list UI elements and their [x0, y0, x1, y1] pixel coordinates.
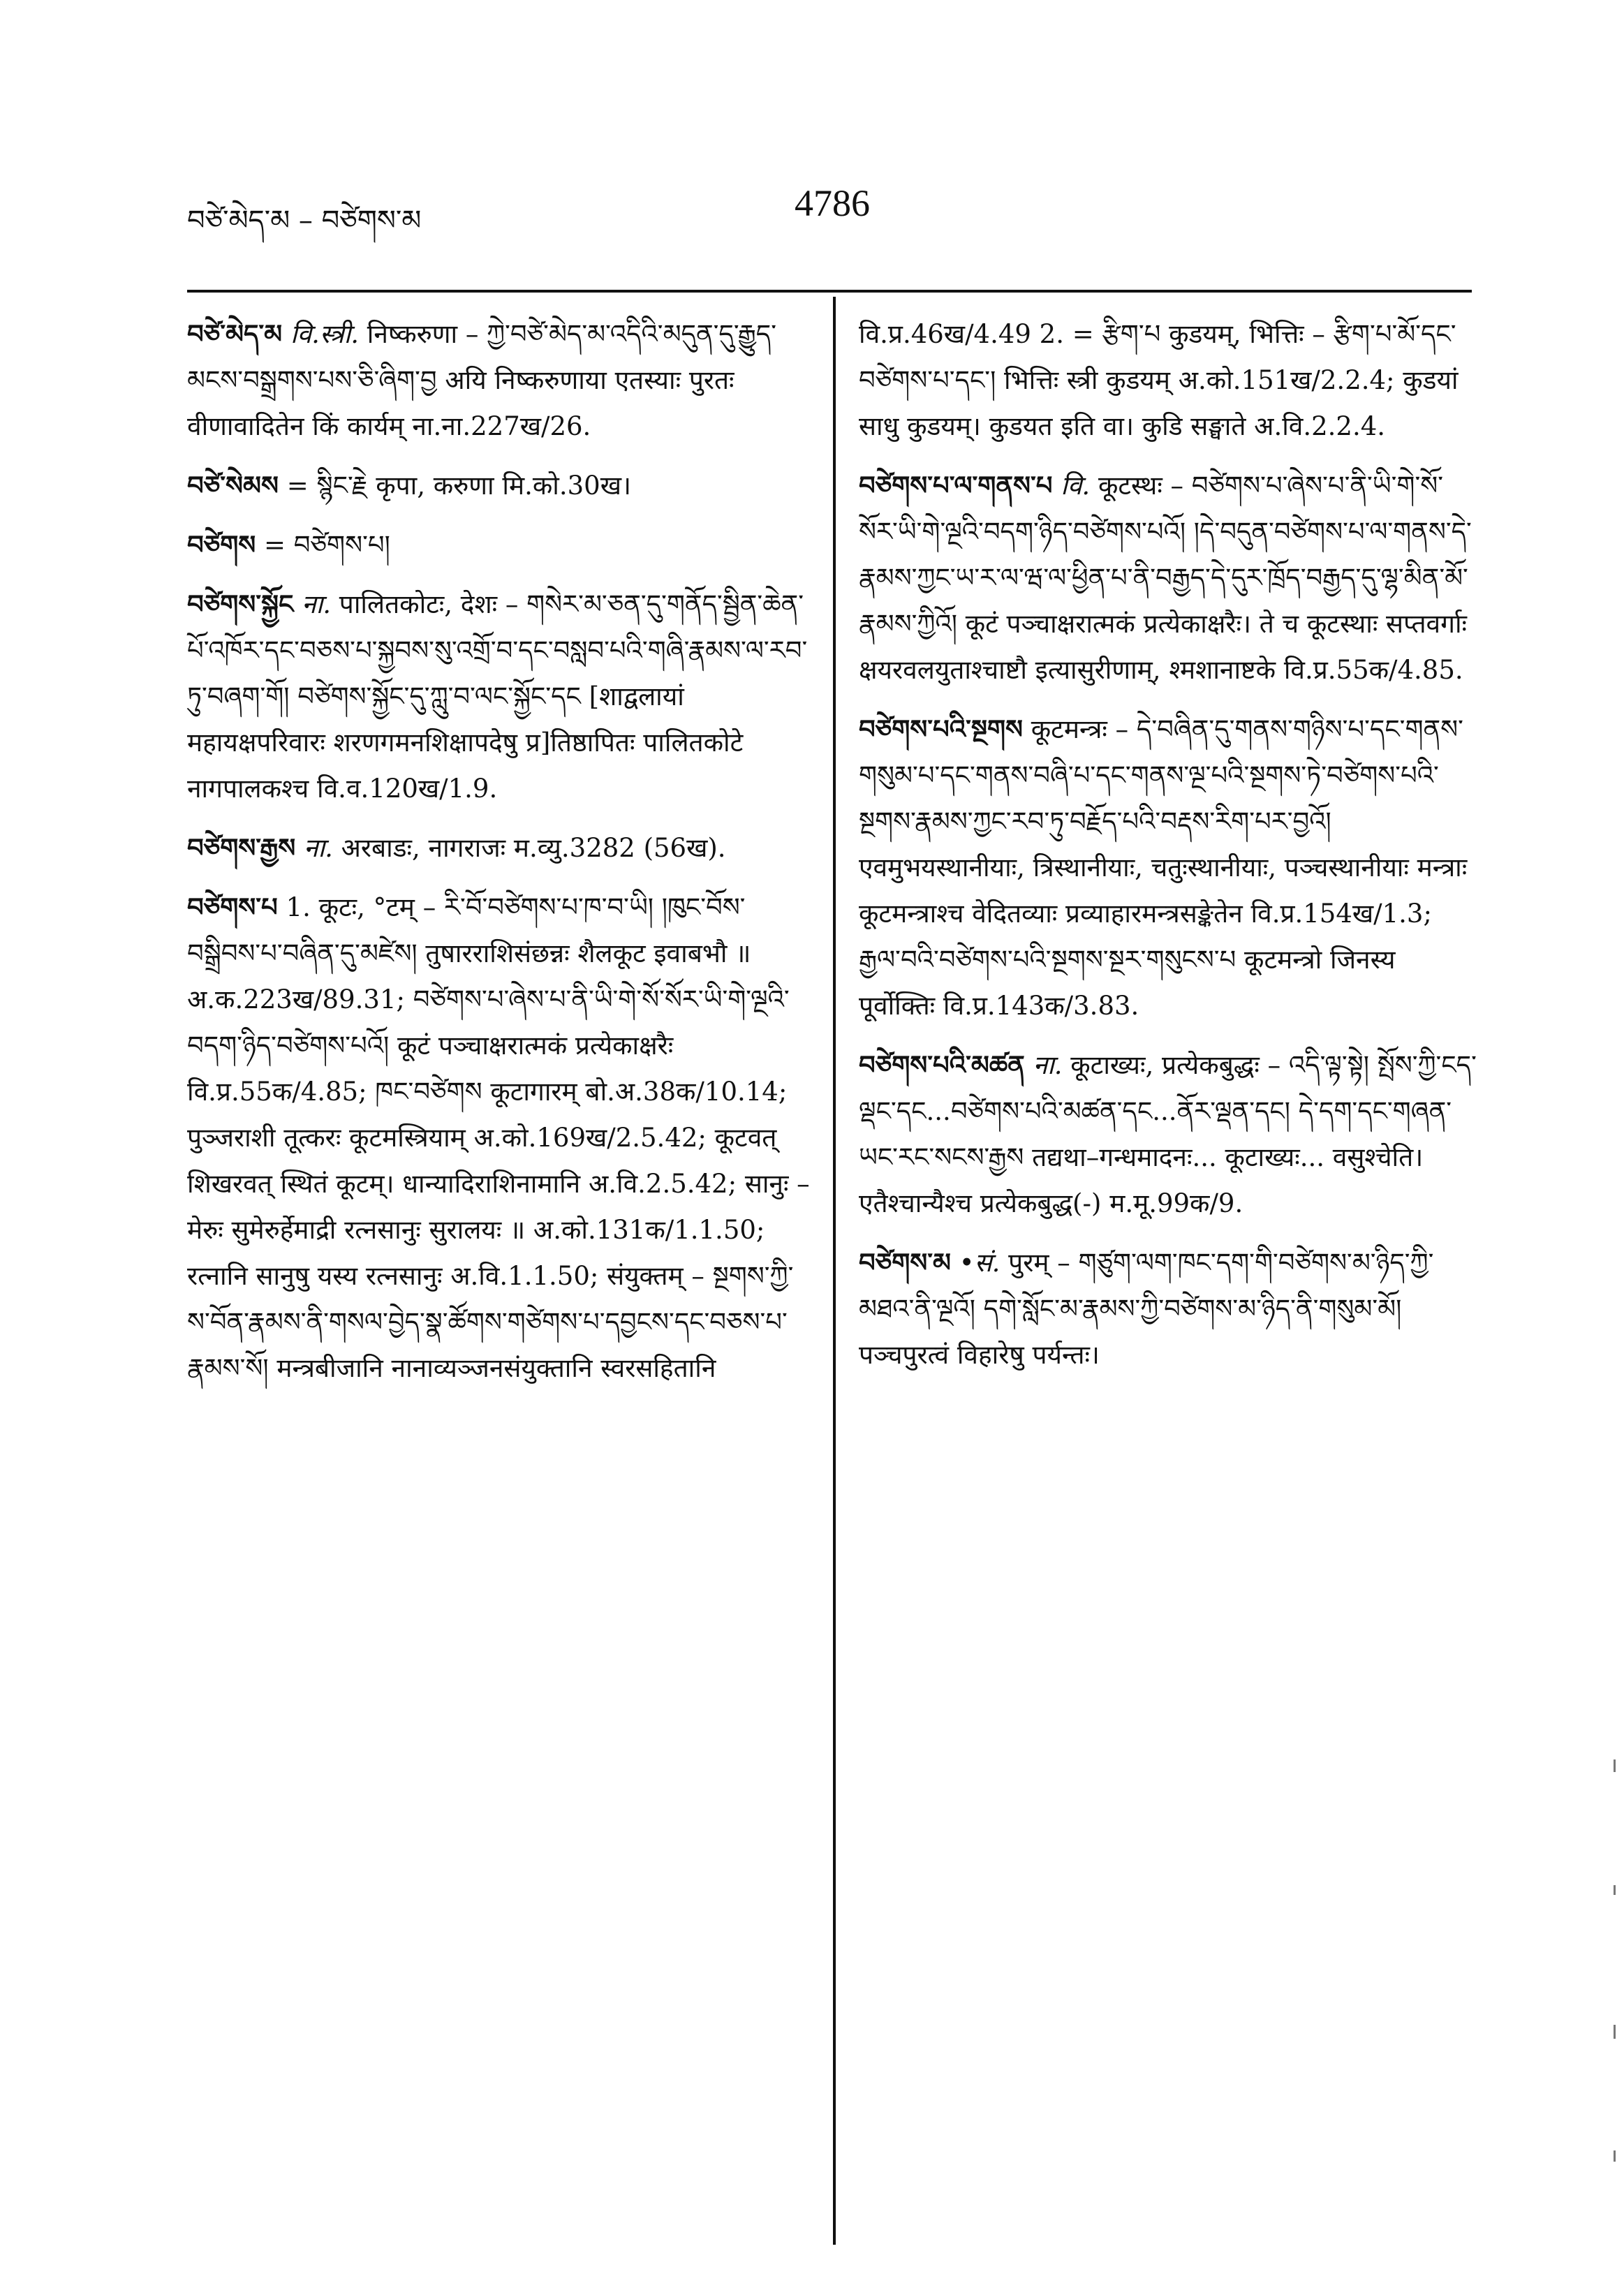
- scan-edge-mark: [1614, 2025, 1616, 2039]
- entry-grammar: ना.: [1033, 1050, 1063, 1080]
- entry-headword: བཙེགས་པའི་སྔགས: [859, 714, 1023, 744]
- entry-headword: བཙེགས་མ: [859, 1247, 952, 1278]
- running-headwords: བཙེ་མེད་མ – བཙེགས་མ: [187, 205, 422, 237]
- dictionary-entry: [187, 884, 812, 1392]
- right-column: [859, 311, 1477, 1391]
- dictionary-entry: [187, 522, 812, 568]
- dictionary-entry: [859, 462, 1477, 693]
- dictionary-entry: [859, 311, 1477, 450]
- entry-headword: བཙེགས་པའི་མཚན: [859, 1049, 1025, 1080]
- entry-headword: བཙེ་མེད་མ: [187, 318, 283, 349]
- entry-headword: བཙེགས་པ: [187, 892, 278, 922]
- scan-edge-mark: [1614, 1759, 1616, 1772]
- dictionary-entry: [187, 311, 812, 450]
- entry-grammar: ना.: [303, 833, 333, 863]
- dictionary-entry: [187, 581, 812, 812]
- entry-text: कूटमन्त्रः – དེ་བཞིན་དུ་གནས་གཉིས་པ་དང་གནས་གསུམ་པ་དང་གནས་བཞི་པ་དང་གནས་ལྔ་པའི་སྔགས་ཏེ་བཙེགས་པའི་སྔགས་རྣམས་ཀྱང་རབ་ཏུ་བརྗོད་པའི་བརྡས་རིག་པར་བྱའོ། एवमुभयस्थानीयाः, त्रिस्थानीयाः, चतुःस्थानीयाः, पञ्चस्थानीयाः मन्त्राः कूटमन्त्राश्च वेदितव्याः प्रव्याहारमन्त्रसङ्केतेन वि.प्र.154ख/1.3; རྒྱལ་བའི་བཙེགས་པའི་སྔགས་སྔར་གསུངས་པ कूटमन्त्रो जिनस्य पूर्वोक्तिः वि.प्र.143क/3.83.: [859, 714, 1468, 1021]
- column-divider: [833, 297, 836, 2245]
- dictionary-entry: [187, 462, 812, 509]
- entry-headword: བཙེ་སེམས: [187, 470, 279, 501]
- entry-grammar: ना.: [302, 589, 332, 619]
- entry-text: पुरम् – གཙུག་ལག་ཁང་དག་གི་བཙེགས་མ་ཉིད་ཀྱི་མཐའ་ནི་ལྔའོ། དགེ་སློང་མ་རྣམས་ཀྱི་བཙེགས་མ་ཉིད་ནི་གསུམ་མོ། पञ्चपुरत्वं विहारेषु पर्यन्तः।: [859, 1248, 1434, 1370]
- entry-text: वि.प्र.46ख/4.49 2. = རྩིག་པ कुडयम्, भित्तिः – རྩིག་པ་མོ་དང་བཙེགས་པ་དང་། भित्तिः स्त्री कुडयम् अ.को.151ख/2.2.4; कुडयां साधु कुडयम्। कुडयत इति वा। कुडि सङ्घाते अ.वि.2.2.4.: [859, 319, 1459, 441]
- dictionary-entry: [859, 1042, 1477, 1227]
- entry-headword: བཙེགས་སྐྱོང: [187, 589, 294, 619]
- entry-headword: བཙེགས: [187, 529, 256, 560]
- entry-headword: བཙེགས་རྒྱས: [187, 832, 296, 863]
- entry-grammar: वि.स्त्री.: [290, 319, 360, 349]
- entry-text: अरबाडः, नागराजः म.व्यु.3282 (56ख).: [341, 833, 726, 863]
- entry-text: कूटस्थः – བཙེགས་པ་ཞེས་པ་ནི་ཡི་གེ་སོ་སོར་ཡི་གེ་ལྔའི་བདག་ཉིད་བཙེགས་པའོ། །དེ་བདུན་བཙེགས་པ་ལ་གནས་དེ་རྣམས་ཀྱང་ཡ་ར་ལ་ཝ་ལ་ཕྱིན་པ་ནི་བརྒྱད་དེ་དུར་ཁྲོད་བརྒྱད་དུ་ལྷ་མིན་མོ་རྣམས་ཀྱིའོ། कूटं पञ्चाक्षरात्मकं प्रत्येकाक्षरैः। ते च कूटस्थाः सप्तवर्गाः क्षयरवलयुताश्चाष्टौ इत्यासुरीणाम्, श्मशानाष्टके वि.प्र.55क/4.85.: [859, 471, 1472, 685]
- dictionary-entry: [859, 1239, 1477, 1378]
- dictionary-entry: [187, 825, 812, 871]
- entry-headword: བཙེགས་པ་ལ་གནས་པ: [859, 470, 1053, 501]
- page-number: 4786: [795, 182, 870, 224]
- entry-text: = བཙེགས་པ།: [264, 530, 390, 560]
- entry-text: निष्करुणा – ཀྱེ་བཙེ་མེད་མ་འདིའི་མདུན་དུ་རྒྱུད་མངས་བསྒྲགས་པས་ཅི་ཞིག་བྱ अयि निष्करुणाया एतस्याः पुरतः वीणावादितेन किं कार्यम् ना.ना.227ख/26.: [187, 319, 776, 441]
- scan-edge-mark: [1614, 1885, 1616, 1895]
- entry-text: 1. कूटः, °टम् – རི་བོ་བཙེགས་པ་ཁ་བ་ཡི། །ཁུང་བོས་བསྒྲིབས་པ་བཞིན་དུ་མཛེས། तुषारराशिसंछन्नः शैलकूट इवाबभौ ॥ अ.क.223ख/89.31; བཙེགས་པ་ཞེས་པ་ནི་ཡི་གེ་སོ་སོར་ཡི་གེ་ལྔའི་བདག་ཉིད་བཙེགས་པའོ། कूटं पञ्चाक्षरात्मकं प्रत्येकाक्षरैः वि.प्र.55क/4.85; ཁང་བཙེགས कूटागारम् बो.अ.38क/10.14; पुञ्जराशी तूत्करः कूटमस्त्रियाम् अ.को.169ख/2.5.42; कूटवत् शिखरवत् स्थितं कूटम्। धान्यादिराशिनामानि अ.वि.2.5.42; सानुः – मेरुः सुमेरुर्हेमाद्री रत्नसानुः सुरालयः ॥ अ.को.131क/1.1.50; रत्नानि सानुषु यस्य रत्नसानुः अ.वि.1.1.50; संयुक्तम् – སྔགས་ཀྱི་ས་བོན་རྣམས་ནི་གསལ་བྱེད་སྣ་ཚོགས་གཙེགས་པ་དབྱངས་དང་བཅས་པ་རྣམས་སོ། मन्त्रबीजानि नानाव्यञ्जनसंयुक्तानि स्वरसहितानि: [187, 892, 810, 1383]
- scan-edge-mark: [1614, 2150, 1616, 2162]
- page-header: [187, 175, 1486, 237]
- left-column: [187, 311, 812, 1404]
- entry-grammar: वि.: [1061, 471, 1091, 501]
- entry-text: = སྙིང་རྗེ कृपा, करुणा मि.को.30ख।: [286, 471, 631, 501]
- entry-text: पालितकोटः, देशः – གསེར་མ་ཅན་དུ་གནོད་སྦྱིན་ཆེན་པོ་འཁོར་དང་བཅས་པ་སྐྱབས་སུ་འགྲོ་བ་དང་བསླབ་པའི་གཞི་རྣམས་ལ་རབ་ཏུ་བཞག་གོ། བཙེགས་སྐྱོང་དུ་ཀླུ་བ་ལང་སྐྱོང་དང [शाद्वलायां महायक्षपरिवारः शरणगमनशिक्षापदेषु प्र]तिष्ठापितः पालितकोटे नागपालकश्च वि.व.120ख/1.9.: [187, 589, 808, 804]
- dictionary-entry: [859, 706, 1477, 1029]
- header-rule: [187, 290, 1472, 293]
- entry-grammar: •सं.: [959, 1248, 1001, 1278]
- entry-text: कूटाख्यः, प्रत्येकबुद्धः – འདི་ལྟ་སྟེ། སྤོས་ཀྱི་ངད་ལྡང་དང...བཙེགས་པའི་མཚན་དང...ནོར་ལྡན་དང། དེ་དག་དང་གཞན་ཡང་རང་སངས་རྒྱས तद्यथा–गन्धमादनः... कूटाख्यः... वसुश्चेति। एतैश्चान्यैश्च प्रत्येकबुद्ध(-) म.मू.99क/9.: [859, 1050, 1477, 1218]
